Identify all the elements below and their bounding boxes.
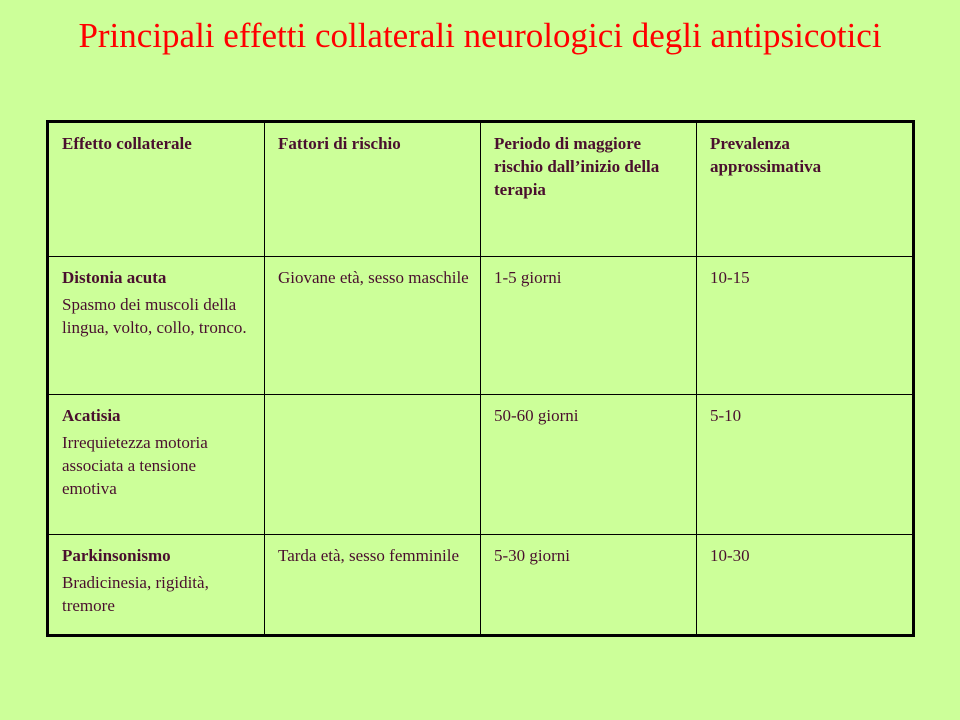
slide-title: Principali effetti collaterali neurologici degli antipsicotici bbox=[78, 16, 882, 55]
side-effects-table bbox=[46, 120, 915, 637]
effect-cell bbox=[48, 535, 265, 636]
prevalence-cell: 10-30 bbox=[697, 535, 914, 636]
effect-description: Irrequietezza motoria associata a tensione emotiva bbox=[62, 433, 208, 498]
header-effect: Effetto collaterale bbox=[48, 122, 265, 257]
risk-period-cell: 1-5 giorni bbox=[481, 257, 697, 395]
risk-factors-cell bbox=[265, 395, 481, 535]
header-prevalence: Prevalenza approssimativa bbox=[697, 122, 914, 257]
table-header-row bbox=[48, 122, 914, 257]
table-row bbox=[48, 535, 914, 636]
risk-factors-cell: Tarda età, sesso femminile bbox=[265, 535, 481, 636]
effect-description: Spasmo dei muscoli della lingua, volto, collo, tronco. bbox=[62, 295, 247, 337]
effect-cell bbox=[48, 395, 265, 535]
effect-name: Distonia acuta bbox=[62, 268, 167, 287]
risk-period-cell: 50-60 giorni bbox=[481, 395, 697, 535]
header-risk-period: Periodo di maggiore rischio dall’inizio della terapia bbox=[481, 122, 697, 257]
header-risk-factors: Fattori di rischio bbox=[265, 122, 481, 257]
table-row bbox=[48, 395, 914, 535]
effect-name: Parkinsonismo bbox=[62, 546, 171, 565]
risk-factors-cell: Giovane età, sesso maschile bbox=[265, 257, 481, 395]
table-row bbox=[48, 257, 914, 395]
prevalence-cell: 5-10 bbox=[697, 395, 914, 535]
prevalence-cell: 10-15 bbox=[697, 257, 914, 395]
effect-description: Bradicinesia, rigidità, tremore bbox=[62, 573, 209, 615]
effect-name: Acatisia bbox=[62, 406, 121, 425]
risk-period-cell: 5-30 giorni bbox=[481, 535, 697, 636]
effect-cell bbox=[48, 257, 265, 395]
